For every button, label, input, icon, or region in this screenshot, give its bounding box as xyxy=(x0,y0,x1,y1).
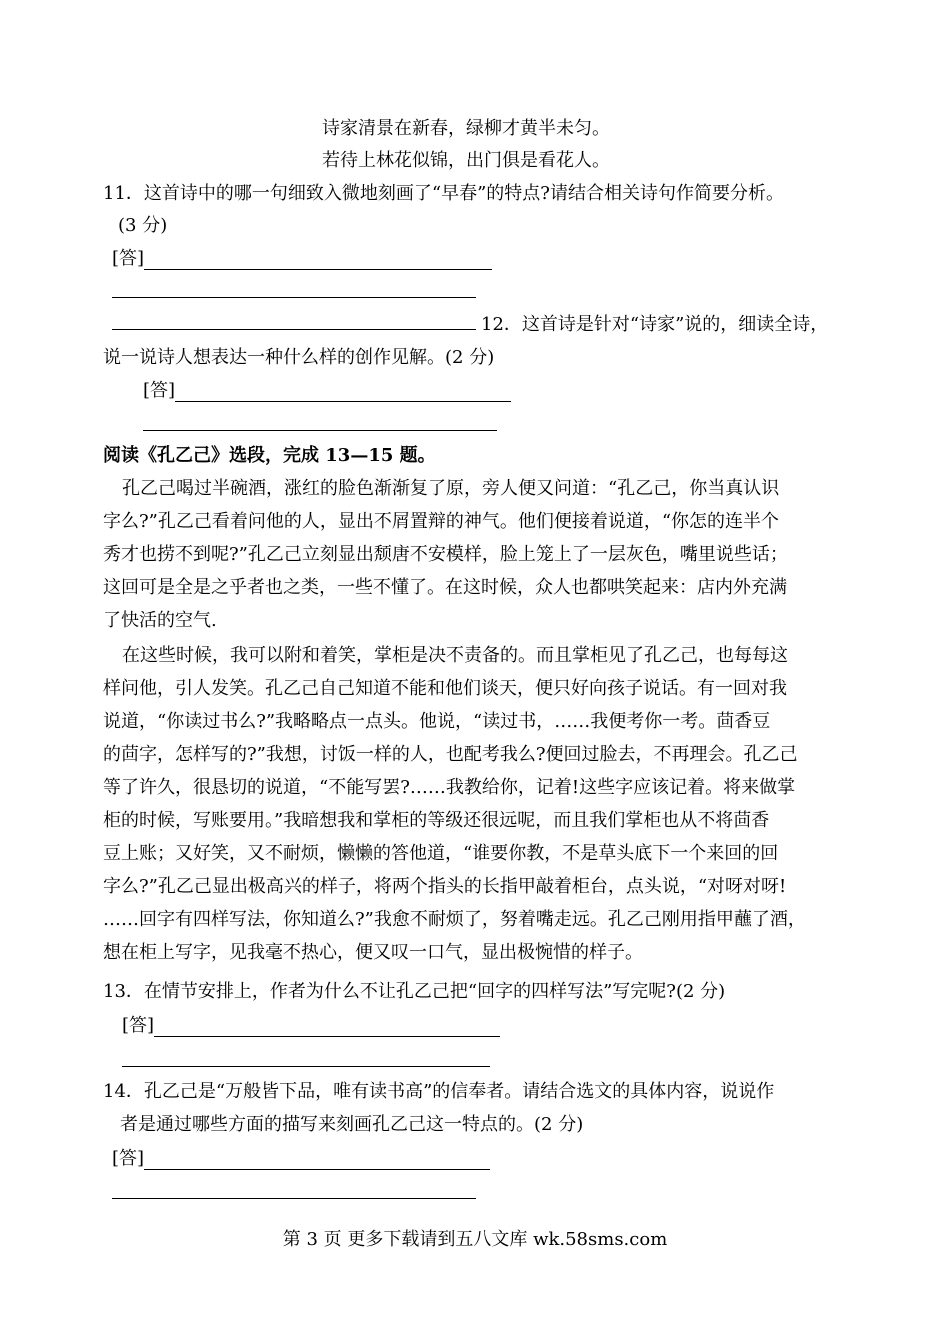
question-13-answer-line-2[interactable] xyxy=(122,1066,490,1067)
passage-p2-line-9: ……回字有四样写法，你知道么?”我愈不耐烦了，努着嘴走远。孔乙己刚用指甲蘸了酒， xyxy=(103,909,806,930)
answer-label: [答] xyxy=(112,248,145,269)
passage-p1-line-2: 字么?”孔乙己看着问他的人，显出不屑置辩的神气。他们便接着说道，“你怎的连半个 xyxy=(103,511,780,532)
question-11-answer-line-3[interactable] xyxy=(112,329,476,330)
question-11-text: 11．这首诗中的哪一句细致入微地刻画了“早春”的特点?请结合相关诗句作简要分析。 xyxy=(103,183,784,204)
question-11-points: (3 分) xyxy=(118,215,168,236)
question-12-answer-line-2[interactable] xyxy=(143,430,497,431)
passage-p1-line-1: 孔乙己喝过半碗酒，涨红的脸色渐渐复了原，旁人便又问道：“孔乙己，你当真认识 xyxy=(122,478,780,499)
section-heading: 阅读《孔乙己》选段，完成 13—15 题。 xyxy=(103,445,436,466)
page-footer: 第 3 页 更多下载请到五八文库 wk.58sms.com xyxy=(282,1229,668,1250)
passage-p2-line-1: 在这些时候，我可以附和着笑，掌柜是决不责备的。而且掌柜见了孔乙己，也每每这 xyxy=(122,645,788,666)
passage-p2-line-6: 柜的时候，写账要用。”我暗想我和掌柜的等级还很远呢，而且我们掌柜也从不将茴香 xyxy=(103,810,770,831)
question-12-text: 12．这首诗是针对“诗家”说的，细读全诗， xyxy=(481,314,829,335)
passage-p2-line-5: 等了许久，很恳切的说道，“不能写罢?……我教给你，记着!这些字应该记着。将来做掌 xyxy=(103,777,796,798)
passage-p2-line-10: 想在柜上写字，见我毫不热心，便又叹一口气，显出极惋惜的样子。 xyxy=(103,942,643,963)
question-11-answer-label xyxy=(112,248,492,270)
question-11-answer-line-2[interactable] xyxy=(112,297,476,298)
question-11-answer-line[interactable] xyxy=(144,251,492,270)
passage-p1-line-4: 这回可是全是之乎者也之类，一些不懂了。在这时候，众人也都哄笑起来：店内外充满 xyxy=(103,577,787,598)
question-12-answer-line[interactable] xyxy=(175,383,511,402)
question-13-text: 13．在情节安排上，作者为什么不让孔乙己把“回字的四样写法”写完呢?(2 分) xyxy=(103,981,726,1002)
answer-label: [答] xyxy=(122,1015,155,1036)
question-12-answer-label xyxy=(143,380,511,402)
question-14-answer-line[interactable] xyxy=(144,1151,490,1170)
poem-line-1: 诗家清景在新春，绿柳才黄半未匀。 xyxy=(322,118,610,139)
question-14-text-cont: 者是通过哪些方面的描写来刻画孔乙己这一特点的。(2 分) xyxy=(120,1114,584,1135)
passage-p1-line-5: 了快活的空气. xyxy=(103,610,217,631)
poem-line-2: 若待上林花似锦，出门俱是看花人。 xyxy=(322,150,610,171)
question-13-answer-line[interactable] xyxy=(154,1018,500,1037)
question-14-text: 14．孔乙己是“万般皆下品，唯有读书高”的信奉者。请结合选文的具体内容，说说作 xyxy=(103,1081,775,1102)
answer-label: [答] xyxy=(112,1148,145,1169)
answer-label: [答] xyxy=(143,380,176,401)
passage-p2-line-4: 的茴字，怎样写的?”我想，讨饭一样的人，也配考我么?便回过脸去，不再理会。孔乙己 xyxy=(103,744,798,765)
passage-p2-line-3: 说道，“你读过书么?”我略略点一点头。他说，“读过书，……我便考你一考。茴香豆 xyxy=(103,711,771,732)
question-14-answer-line-2[interactable] xyxy=(112,1198,476,1199)
question-14-answer-label xyxy=(112,1148,490,1170)
passage-p1-line-3: 秀才也捞不到呢?”孔乙己立刻显出颓唐不安模样，脸上笼上了一层灰色，嘴里说些话； xyxy=(103,544,788,565)
passage-p2-line-8: 字么?”孔乙己显出极高兴的样子，将两个指头的长指甲敲着柜台，点头说，“对呀对呀! xyxy=(103,876,787,897)
passage-p2-line-2: 样问他，引人发笑。孔乙己自己知道不能和他们谈天，便只好向孩子说话。有一回对我 xyxy=(103,678,787,699)
question-13-answer-label xyxy=(122,1015,500,1037)
passage-p2-line-7: 豆上账；又好笑，又不耐烦，懒懒的答他道，“谁要你教，不是草头底下一个来回的回 xyxy=(103,843,779,864)
question-12-text-cont: 说一说诗人想表达一种什么样的创作见解。(2 分) xyxy=(103,347,495,368)
